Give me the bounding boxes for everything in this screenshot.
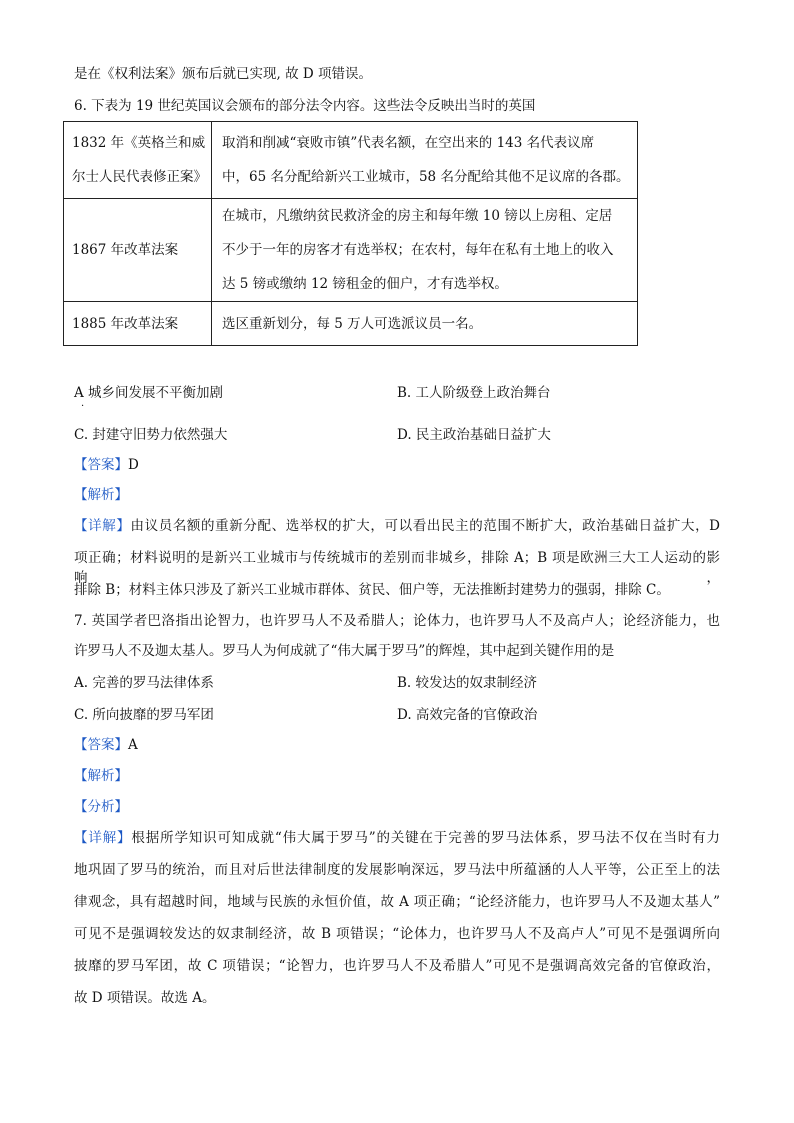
law-name-cell: 1832 年《英格兰和威 尔士人民代表修正案》 bbox=[64, 122, 212, 199]
table-row bbox=[64, 302, 638, 346]
q6-answer bbox=[74, 455, 139, 475]
q6-option-c[interactable]: C. 封建守旧势力依然强大 bbox=[74, 427, 228, 443]
q6-option-a[interactable]: A 城乡间发展不平衡加剧 bbox=[74, 385, 224, 401]
table-row bbox=[64, 199, 638, 302]
q7-detail-line: 披靡的罗马军团，故 C 项错误；“论智力，也许罗马人不及希腊人”可见不是强调高效完备的官僚政治， bbox=[74, 958, 720, 974]
q6-detail-line: 【详解】由议员名额的重新分配、选举权的扩大，可以看出民主的范围不断扩大，政治基础日益扩大，D bbox=[74, 518, 721, 534]
law-name-cell: 1885 年改革法案 bbox=[64, 302, 212, 346]
question-7-stem-line: 许罗马人不及迦太基人。罗马人为何成就了“伟大属于罗马”的辉煌，其中起到关键作用的是 bbox=[74, 643, 615, 659]
q7-analysis-tag: 【解析】 bbox=[74, 768, 128, 784]
question-6-stem: 6. 下表为 19 世纪英国议会颁布的部分法令内容。这些法令反映出当时的英国 bbox=[74, 98, 536, 114]
q7-fenxi-tag: 【分析】 bbox=[74, 799, 128, 815]
q7-detail-line: 地巩固了罗马的统治，而且对后世法律制度的发展影响深远，罗马法中所蕴涵的人人平等，公正至上的法 bbox=[74, 862, 720, 878]
continued-text: 是在《权利法案》颁布后就已实现, 故 D 项错误。 bbox=[74, 66, 372, 82]
answer-tag: 【答案】 bbox=[74, 457, 128, 473]
detail-tag: 【详解】 bbox=[74, 830, 132, 846]
q6-option-d[interactable]: D. 民主政治基础日益扩大 bbox=[397, 427, 551, 443]
q6-analysis-tag: 【解析】 bbox=[74, 487, 128, 503]
q7-detail-line: 故 D 项错误。故选 A。 bbox=[74, 990, 216, 1006]
law-content-cell: 在城市，凡缴纳贫民救济金的房主和每年缴 10 镑以上房租、定居 不少于一年的房客才有选举权；在农村，每年在私有土地上的收入 达 5 镑或缴纳 12 镑租金的佃户，才有选举权。 bbox=[212, 199, 638, 302]
answer-value: D bbox=[128, 457, 139, 473]
law-table bbox=[63, 121, 638, 346]
q7-option-c[interactable]: C. 所向披靡的罗马军团 bbox=[74, 707, 214, 723]
q7-detail-line: 【详解】根据所学知识可知成就“伟大属于罗马”的关键在于完善的罗马法体系，罗马法不仅在当时有力 bbox=[74, 830, 721, 846]
option-a-dot: · bbox=[81, 401, 85, 412]
q6-detail-line: 项正确；材料说明的是新兴工业城市与传统城市的差别而非城乡，排除 A；B 项是欧洲三大工人运动的影响， bbox=[74, 550, 720, 586]
law-content-cell: 选区重新划分，每 5 万人可选派议员一名。 bbox=[212, 302, 638, 346]
q7-option-b[interactable]: B. 较发达的奴隶制经济 bbox=[397, 675, 538, 691]
law-content-cell: 取消和削减“衰败市镇”代表名额，在空出来的 143 名代表议席 中，65 名分配给新兴工业城市，58 名分配给其他不足议席的各郡。 bbox=[212, 122, 638, 199]
q6-option-b[interactable]: B. 工人阶级登上政治舞台 bbox=[397, 385, 551, 401]
table-row bbox=[64, 122, 638, 199]
q7-option-d[interactable]: D. 高效完备的官僚政治 bbox=[397, 707, 538, 723]
q7-answer bbox=[74, 735, 138, 755]
q7-detail-line: 律观念，具有超越时间，地域与民族的永恒价值，故 A 项正确；“论经济能力，也许罗马人不及迦太基人” bbox=[74, 894, 720, 910]
answer-value: A bbox=[128, 737, 138, 753]
law-name-cell: 1867 年改革法案 bbox=[64, 199, 212, 302]
q6-detail-line: 排除 B；材料主体只涉及了新兴工业城市群体、贫民、佃户等，无法推断封建势力的强弱，排除 C。 bbox=[74, 582, 670, 598]
q7-option-a[interactable]: A. 完善的罗马法律体系 bbox=[74, 675, 214, 691]
detail-tag: 【详解】 bbox=[74, 518, 131, 534]
question-7-stem-line: 7. 英国学者巴洛指出论智力，也许罗马人不及希腊人；论体力，也许罗马人不及高卢人；论经济能力，也 bbox=[74, 613, 720, 629]
q7-detail-line: 可见不是强调较发达的奴隶制经济，故 B 项错误；“论体力，也许罗马人不及高卢人”可见不是强调所向 bbox=[74, 926, 720, 942]
answer-tag: 【答案】 bbox=[74, 737, 128, 753]
